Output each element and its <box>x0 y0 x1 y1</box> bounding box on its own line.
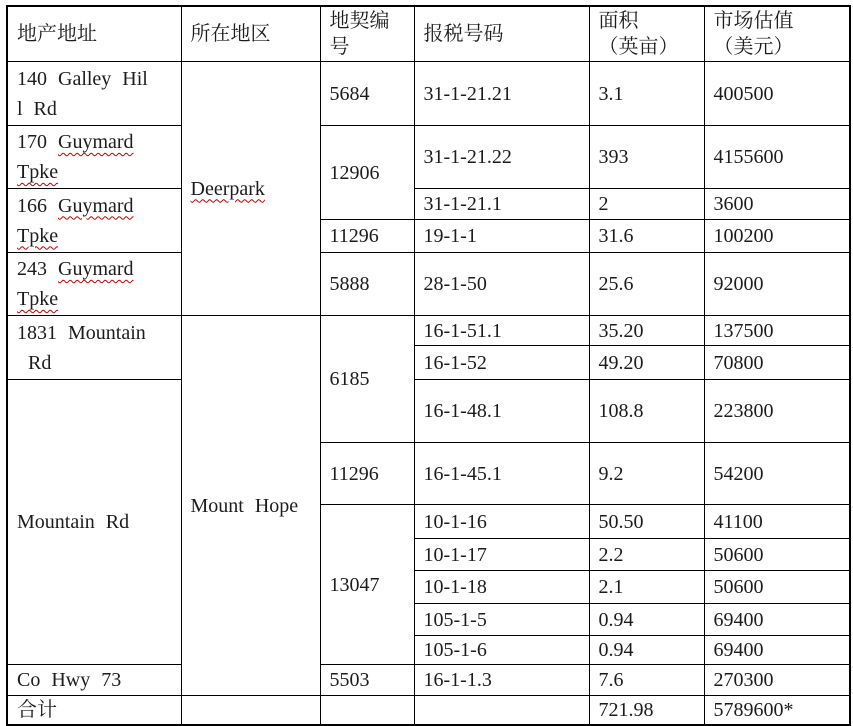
total-label: 合计 <box>17 699 57 721</box>
table-row <box>7 62 850 126</box>
cell-area <box>589 539 704 571</box>
area-value: 393 <box>598 146 629 168</box>
cell-tax-id <box>414 346 589 380</box>
header-value-line2: （美元） <box>713 36 794 58</box>
area-value: 50.50 <box>598 510 644 533</box>
market-value: 50600 <box>713 576 764 598</box>
cell-value <box>704 505 850 539</box>
cell-address <box>7 189 181 253</box>
cell-value <box>704 539 850 571</box>
tax-id: 31-1-21.21 <box>423 82 512 105</box>
table-row <box>7 189 850 220</box>
deed-no: 6185 <box>329 368 370 390</box>
tax-id: 10-1-16 <box>423 510 487 533</box>
cell-value <box>704 62 850 126</box>
cell-tax-id <box>414 62 589 126</box>
header-deed-no-line1: 地契编 <box>329 10 390 32</box>
address-number: 170 <box>17 131 58 153</box>
table-row <box>7 316 850 346</box>
cell-total-value <box>704 696 850 726</box>
cell-area <box>589 665 704 696</box>
cell-empty <box>414 696 589 726</box>
address-line1: 1831 Mountain <box>17 321 146 344</box>
address-line2: Rd <box>17 351 52 374</box>
cell-deed-no <box>320 62 414 126</box>
cell-deed-no <box>320 126 414 220</box>
cell-area <box>589 189 704 220</box>
cell-area <box>589 636 704 665</box>
cell-tax-id <box>414 505 589 539</box>
cell-area <box>589 443 704 505</box>
deed-no: 5684 <box>329 82 370 105</box>
cell-area <box>589 571 704 604</box>
market-value: 41100 <box>713 510 763 533</box>
area-value: 2 <box>598 193 609 215</box>
address-line1: Mountain Rd <box>17 511 130 533</box>
cell-tax-id <box>414 253 589 316</box>
total-row <box>7 696 850 726</box>
header-tax-id-label: 报税号码 <box>423 23 504 45</box>
cell-area <box>589 380 704 443</box>
market-value: 54200 <box>713 462 764 485</box>
header-tax-id <box>414 6 589 62</box>
deed-no: 5888 <box>329 273 370 295</box>
market-value: 4155600 <box>713 146 784 168</box>
cell-region <box>181 316 320 696</box>
tax-id: 16-1-52 <box>423 351 487 374</box>
cell-total-area <box>589 696 704 726</box>
address-line1: 140 Galley Hil <box>17 67 148 90</box>
cell-region <box>181 62 320 316</box>
tax-id: 16-1-48.1 <box>423 400 502 422</box>
area-value: 2.1 <box>598 576 624 598</box>
cell-value <box>704 380 850 443</box>
market-value: 100200 <box>713 225 774 247</box>
market-value: 270300 <box>713 669 774 691</box>
address-word: Guymard <box>58 131 134 153</box>
market-value: 69400 <box>713 639 764 661</box>
cell-area <box>589 253 704 316</box>
tax-id: 10-1-18 <box>423 576 487 598</box>
header-region-label: 所在地区 <box>190 23 271 45</box>
market-value: 137500 <box>713 319 774 342</box>
address-line2: l Rd <box>17 97 57 120</box>
market-value: 92000 <box>713 273 764 295</box>
cell-area <box>589 126 704 189</box>
area-value: 49.20 <box>598 351 644 374</box>
cell-tax-id <box>414 539 589 571</box>
area-value: 0.94 <box>598 608 634 631</box>
table-row <box>7 253 850 316</box>
cell-total-label <box>7 696 181 726</box>
cell-address <box>7 62 181 126</box>
header-value <box>704 6 850 62</box>
tax-id: 105-1-5 <box>423 608 487 631</box>
cell-address <box>7 380 181 665</box>
area-value: 3.1 <box>598 82 624 105</box>
address-number: 166 <box>17 194 58 217</box>
market-value: 50600 <box>713 543 764 566</box>
cell-tax-id <box>414 636 589 665</box>
market-value: 400500 <box>713 82 774 105</box>
header-area-line1: 面积 <box>598 10 639 32</box>
cell-value <box>704 604 850 636</box>
cell-area <box>589 346 704 380</box>
header-region <box>181 6 320 62</box>
tax-id: 31-1-21.22 <box>423 146 512 168</box>
cell-tax-id <box>414 604 589 636</box>
market-value: 69400 <box>713 608 764 631</box>
cell-value <box>704 253 850 316</box>
cell-address <box>7 253 181 316</box>
market-value: 223800 <box>713 400 774 422</box>
cell-empty <box>320 696 414 726</box>
header-address <box>7 6 181 62</box>
cell-area <box>589 62 704 126</box>
deed-no: 12906 <box>329 161 380 184</box>
tax-id: 16-1-45.1 <box>423 462 502 485</box>
address-word: Guymard <box>58 194 134 217</box>
area-value: 9.2 <box>598 462 624 485</box>
cell-deed-no <box>320 665 414 696</box>
property-table <box>6 5 851 726</box>
area-value: 108.8 <box>598 400 644 422</box>
market-value: 70800 <box>713 351 764 374</box>
total-area-value: 721.98 <box>598 699 654 721</box>
table-row <box>7 380 850 443</box>
address-line2: Tpke <box>17 288 59 310</box>
table-row <box>7 126 850 189</box>
address-line2: Tpke <box>17 161 59 183</box>
cell-deed-no <box>320 316 414 443</box>
cell-value <box>704 571 850 604</box>
address-word: Guymard <box>58 258 134 280</box>
cell-deed-no <box>320 220 414 253</box>
tax-id: 16-1-51.1 <box>423 319 502 342</box>
address-line1: Co Hwy 73 <box>17 669 122 691</box>
cell-deed-no <box>320 505 414 665</box>
cell-tax-id <box>414 316 589 346</box>
region-name: Deerpark <box>190 177 265 200</box>
deed-no: 5503 <box>329 669 370 691</box>
area-value: 7.6 <box>598 669 624 691</box>
table-row <box>7 665 850 696</box>
cell-tax-id <box>414 126 589 189</box>
area-value: 0.94 <box>598 639 634 661</box>
market-value: 3600 <box>713 193 754 215</box>
deed-no: 13047 <box>329 573 380 596</box>
cell-value <box>704 443 850 505</box>
area-value: 25.6 <box>598 273 634 295</box>
area-value: 2.2 <box>598 543 624 566</box>
cell-tax-id <box>414 220 589 253</box>
header-value-line1: 市场估值 <box>713 10 794 32</box>
tax-id: 10-1-17 <box>423 543 487 566</box>
cell-value <box>704 316 850 346</box>
area-value: 31.6 <box>598 225 634 247</box>
cell-value <box>704 636 850 665</box>
area-value: 35.20 <box>598 319 644 342</box>
cell-address <box>7 665 181 696</box>
cell-deed-no <box>320 443 414 505</box>
cell-value <box>704 220 850 253</box>
cell-tax-id <box>414 571 589 604</box>
cell-area <box>589 604 704 636</box>
cell-area <box>589 316 704 346</box>
address-line2: Tpke <box>17 224 59 247</box>
tax-id: 19-1-1 <box>423 225 477 247</box>
cell-area <box>589 220 704 253</box>
header-deed-no-line2: 号 <box>329 36 350 58</box>
cell-tax-id <box>414 665 589 696</box>
header-area-line2: （英亩） <box>598 36 679 58</box>
tax-id: 105-1-6 <box>423 639 487 661</box>
cell-tax-id <box>414 443 589 505</box>
tax-id: 31-1-21.1 <box>423 193 502 215</box>
cell-value <box>704 346 850 380</box>
total-market-value: 5789600* <box>713 699 794 721</box>
deed-no: 11296 <box>329 462 379 485</box>
deed-no: 11296 <box>329 225 379 247</box>
header-address-label: 地产地址 <box>17 23 97 45</box>
region-name: Mount Hope <box>190 494 299 517</box>
header-deed-no <box>320 6 414 62</box>
cell-address <box>7 126 181 189</box>
cell-value <box>704 126 850 189</box>
cell-value <box>704 665 850 696</box>
cell-deed-no <box>320 253 414 316</box>
cell-address <box>7 316 181 380</box>
cell-value <box>704 189 850 220</box>
cell-tax-id <box>414 189 589 220</box>
tax-id: 28-1-50 <box>423 273 487 295</box>
cell-tax-id <box>414 380 589 443</box>
cell-area <box>589 505 704 539</box>
address-number: 243 <box>17 258 58 280</box>
tax-id: 16-1-1.3 <box>423 669 492 691</box>
cell-empty <box>181 696 320 726</box>
header-area <box>589 6 704 62</box>
header-row <box>7 6 850 62</box>
